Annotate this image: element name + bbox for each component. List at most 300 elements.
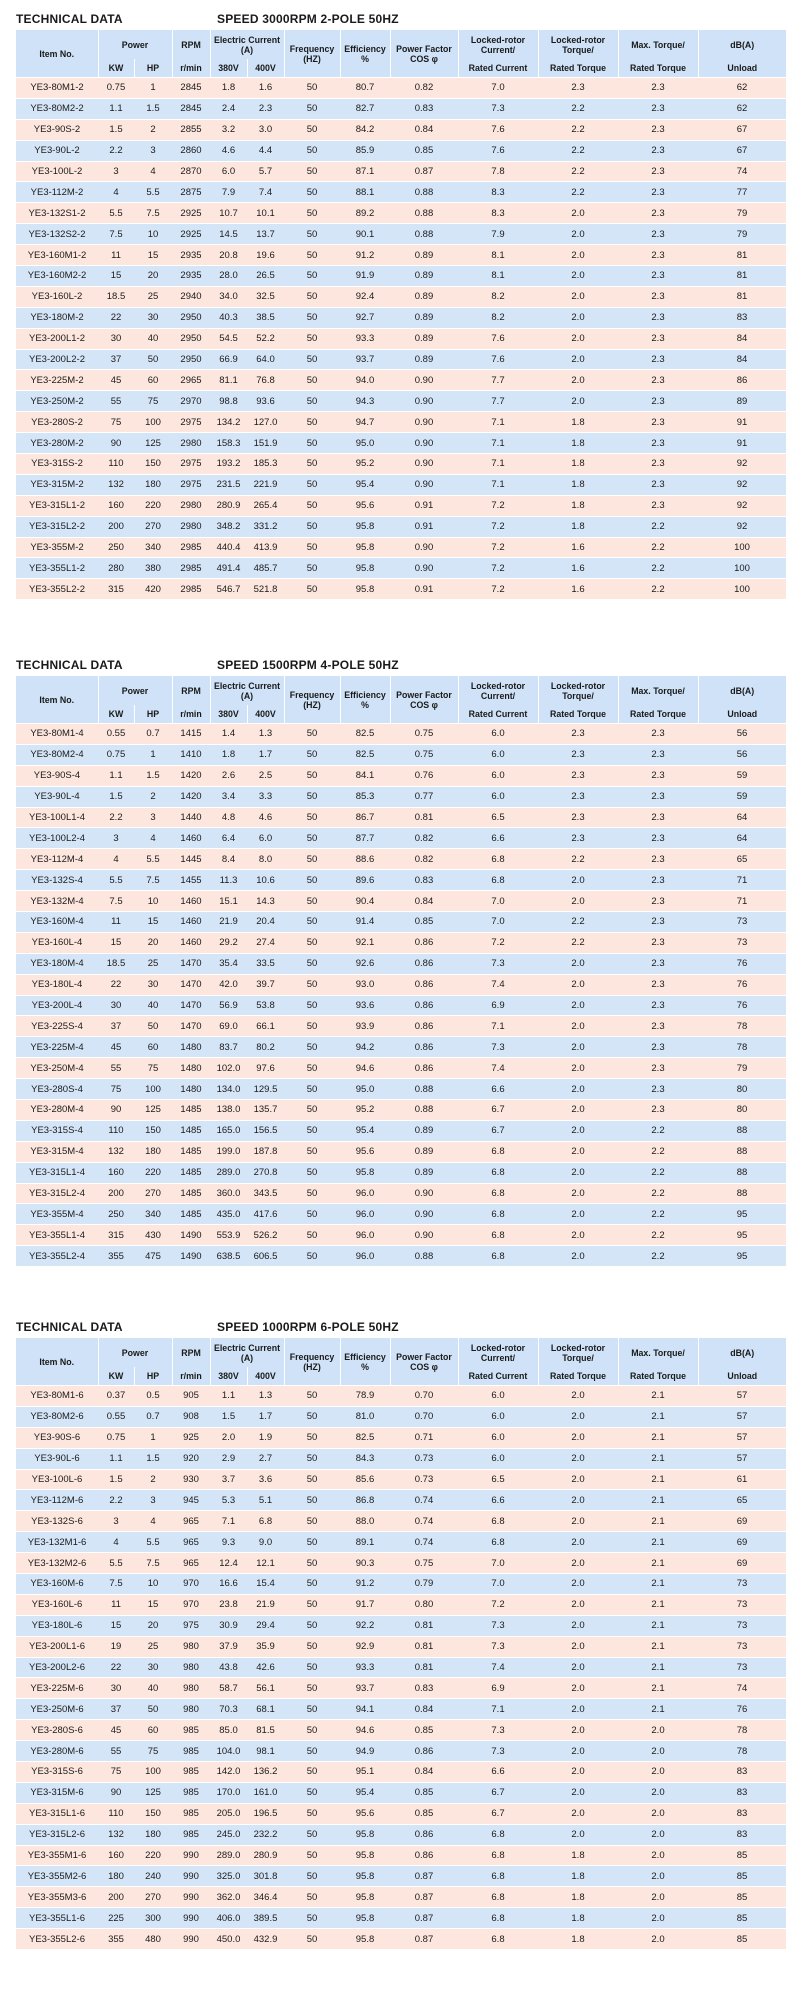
cell-item-no: YE3-225S-4 [16, 1016, 98, 1037]
cell-item-no: YE3-80M2-6 [16, 1406, 98, 1427]
header-lr-current: Locked-rotor Current/ [458, 1338, 538, 1367]
cell-locked-rotor-current: 7.1 [458, 1016, 538, 1037]
cell-power-factor: 0.84 [390, 119, 458, 140]
cell-current-400v: 64.0 [247, 349, 284, 370]
cell-power-factor: 0.88 [390, 1079, 458, 1100]
cell-locked-rotor-torque: 1.8 [538, 1845, 618, 1866]
cell-max-torque: 2.3 [618, 932, 698, 953]
cell-noise-dba: 100 [698, 579, 786, 599]
cell-current-400v: 5.1 [247, 1490, 284, 1511]
cell-efficiency: 92.4 [340, 286, 390, 307]
cell-locked-rotor-current: 7.6 [458, 328, 538, 349]
header-rated-current: Rated Current [458, 1367, 538, 1386]
cell-noise-dba: 73 [698, 912, 786, 933]
cell-rpm: 2860 [172, 140, 210, 161]
cell-current-400v: 32.5 [247, 286, 284, 307]
cell-current-380v: 158.3 [210, 433, 247, 454]
cell-efficiency: 92.1 [340, 932, 390, 953]
technical-data-table [16, 1338, 786, 1949]
cell-noise-dba: 79 [698, 1058, 786, 1079]
section-title [16, 654, 786, 676]
cell-power-hp: 100 [134, 412, 172, 433]
table-row [16, 724, 786, 745]
cell-power-kw: 30 [98, 1678, 134, 1699]
cell-frequency: 50 [284, 974, 340, 995]
cell-noise-dba: 92 [698, 474, 786, 495]
table-row [16, 1016, 786, 1037]
cell-current-400v: 3.6 [247, 1469, 284, 1490]
cell-noise-dba: 73 [698, 1594, 786, 1615]
table-row [16, 516, 786, 537]
header-efficiency: Efficiency % [340, 676, 390, 724]
cell-current-400v: 1.3 [247, 724, 284, 745]
cell-power-kw: 315 [98, 579, 134, 599]
cell-noise-dba: 78 [698, 1741, 786, 1762]
cell-max-torque: 2.0 [618, 1845, 698, 1866]
cell-item-no: YE3-315M-4 [16, 1141, 98, 1162]
cell-efficiency: 95.4 [340, 1782, 390, 1803]
cell-power-factor: 0.74 [390, 1490, 458, 1511]
table-row [16, 786, 786, 807]
cell-frequency: 50 [284, 454, 340, 475]
cell-efficiency: 94.9 [340, 1741, 390, 1762]
cell-power-kw: 3 [98, 161, 134, 182]
cell-locked-rotor-current: 7.1 [458, 454, 538, 475]
cell-locked-rotor-current: 6.8 [458, 1225, 538, 1246]
cell-power-factor: 0.71 [390, 1427, 458, 1448]
cell-max-torque: 2.3 [618, 953, 698, 974]
cell-rpm: 1485 [172, 1120, 210, 1141]
cell-efficiency: 95.8 [340, 558, 390, 579]
cell-locked-rotor-current: 6.8 [458, 1162, 538, 1183]
cell-power-kw: 5.5 [98, 203, 134, 224]
table-row [16, 1162, 786, 1183]
cell-power-kw: 37 [98, 1699, 134, 1720]
cell-efficiency: 95.8 [340, 1887, 390, 1908]
cell-current-400v: 13.7 [247, 224, 284, 245]
cell-power-kw: 0.75 [98, 1427, 134, 1448]
table-row [16, 765, 786, 786]
cell-efficiency: 89.2 [340, 203, 390, 224]
cell-rpm: 1460 [172, 932, 210, 953]
cell-efficiency: 78.9 [340, 1386, 390, 1407]
cell-locked-rotor-torque: 2.0 [538, 1615, 618, 1636]
cell-power-hp: 3 [134, 807, 172, 828]
cell-current-400v: 127.0 [247, 412, 284, 433]
cell-power-factor: 0.87 [390, 1908, 458, 1929]
cell-power-hp: 4 [134, 828, 172, 849]
cell-current-380v: 3.7 [210, 1469, 247, 1490]
cell-efficiency: 95.8 [340, 1824, 390, 1845]
cell-noise-dba: 89 [698, 391, 786, 412]
cell-max-torque: 2.3 [618, 891, 698, 912]
cell-power-factor: 0.88 [390, 203, 458, 224]
cell-power-kw: 45 [98, 1720, 134, 1741]
cell-frequency: 50 [284, 537, 340, 558]
cell-power-hp: 10 [134, 891, 172, 912]
cell-power-hp: 270 [134, 1183, 172, 1204]
cell-item-no: YE3-160L-2 [16, 286, 98, 307]
cell-power-factor: 0.90 [390, 537, 458, 558]
cell-locked-rotor-torque: 2.2 [538, 912, 618, 933]
cell-power-hp: 3 [134, 140, 172, 161]
cell-power-hp: 1.5 [134, 765, 172, 786]
cell-current-380v: 193.2 [210, 454, 247, 475]
cell-max-torque: 2.2 [618, 1162, 698, 1183]
cell-noise-dba: 83 [698, 1803, 786, 1824]
cell-noise-dba: 92 [698, 495, 786, 516]
header-400v: 400V [247, 705, 284, 724]
header-400v: 400V [247, 1367, 284, 1386]
table-row [16, 1079, 786, 1100]
cell-power-kw: 2.2 [98, 140, 134, 161]
cell-rpm: 2855 [172, 119, 210, 140]
cell-locked-rotor-current: 7.0 [458, 1574, 538, 1595]
table-row [16, 807, 786, 828]
technical-data-section [16, 8, 786, 599]
cell-efficiency: 94.0 [340, 370, 390, 391]
cell-power-factor: 0.90 [390, 433, 458, 454]
cell-item-no: YE3-315L2-2 [16, 516, 98, 537]
cell-efficiency: 96.0 [340, 1183, 390, 1204]
cell-item-no: YE3-250M-4 [16, 1058, 98, 1079]
cell-noise-dba: 69 [698, 1532, 786, 1553]
cell-max-torque: 2.1 [618, 1699, 698, 1720]
cell-power-factor: 0.81 [390, 1657, 458, 1678]
cell-power-hp: 5.5 [134, 849, 172, 870]
cell-current-400v: 97.6 [247, 1058, 284, 1079]
cell-locked-rotor-current: 6.0 [458, 1448, 538, 1469]
cell-power-hp: 15 [134, 245, 172, 266]
cell-efficiency: 82.5 [340, 724, 390, 745]
cell-current-380v: 1.8 [210, 78, 247, 99]
cell-power-factor: 0.80 [390, 1594, 458, 1615]
cell-current-400v: 26.5 [247, 266, 284, 287]
cell-locked-rotor-current: 7.3 [458, 1636, 538, 1657]
cell-frequency: 50 [284, 1636, 340, 1657]
cell-current-380v: 7.1 [210, 1511, 247, 1532]
cell-rpm: 985 [172, 1803, 210, 1824]
cell-power-factor: 0.90 [390, 412, 458, 433]
cell-locked-rotor-torque: 1.8 [538, 1929, 618, 1949]
cell-locked-rotor-current: 7.3 [458, 1741, 538, 1762]
cell-current-380v: 142.0 [210, 1762, 247, 1783]
cell-efficiency: 90.1 [340, 224, 390, 245]
cell-power-kw: 18.5 [98, 286, 134, 307]
cell-locked-rotor-torque: 2.0 [538, 1490, 618, 1511]
table-row [16, 1120, 786, 1141]
cell-rpm: 965 [172, 1553, 210, 1574]
cell-efficiency: 90.4 [340, 891, 390, 912]
header-rated-torque-max: Rated Torque [618, 59, 698, 78]
cell-item-no: YE3-315S-6 [16, 1762, 98, 1783]
cell-efficiency: 94.2 [340, 1037, 390, 1058]
table-row [16, 1037, 786, 1058]
cell-locked-rotor-current: 6.8 [458, 1246, 538, 1266]
table-row [16, 1866, 786, 1887]
section-title-left: TECHNICAL DATA [16, 1320, 123, 1334]
cell-locked-rotor-torque: 2.3 [538, 724, 618, 745]
cell-current-400v: 2.3 [247, 98, 284, 119]
section-title-left: TECHNICAL DATA [16, 12, 123, 26]
cell-rpm: 908 [172, 1406, 210, 1427]
cell-noise-dba: 95 [698, 1246, 786, 1266]
section-title [16, 1316, 786, 1338]
cell-frequency: 50 [284, 78, 340, 99]
cell-frequency: 50 [284, 1427, 340, 1448]
cell-current-380v: 102.0 [210, 1058, 247, 1079]
cell-power-kw: 45 [98, 1037, 134, 1058]
table-row [16, 744, 786, 765]
cell-max-torque: 2.3 [618, 474, 698, 495]
cell-frequency: 50 [284, 266, 340, 287]
header-power: Power [98, 676, 172, 705]
cell-power-hp: 7.5 [134, 1553, 172, 1574]
cell-power-kw: 4 [98, 1532, 134, 1553]
header-efficiency: Efficiency % [340, 1338, 390, 1386]
cell-rpm: 1410 [172, 744, 210, 765]
cell-item-no: YE3-100L-2 [16, 161, 98, 182]
cell-power-hp: 125 [134, 1782, 172, 1803]
cell-current-400v: 35.9 [247, 1636, 284, 1657]
cell-current-380v: 1.4 [210, 724, 247, 745]
cell-power-factor: 0.86 [390, 1037, 458, 1058]
cell-frequency: 50 [284, 495, 340, 516]
cell-noise-dba: 77 [698, 182, 786, 203]
header-power-factor: Power Factor COS φ [390, 676, 458, 724]
cell-power-hp: 15 [134, 1594, 172, 1615]
cell-power-hp: 240 [134, 1866, 172, 1887]
cell-efficiency: 84.2 [340, 119, 390, 140]
table-row [16, 912, 786, 933]
cell-efficiency: 95.8 [340, 1929, 390, 1949]
cell-efficiency: 91.9 [340, 266, 390, 287]
table-row [16, 1908, 786, 1929]
cell-current-380v: 40.3 [210, 307, 247, 328]
cell-locked-rotor-current: 7.6 [458, 119, 538, 140]
cell-power-kw: 1.1 [98, 765, 134, 786]
table-row [16, 1678, 786, 1699]
cell-max-torque: 2.3 [618, 912, 698, 933]
cell-locked-rotor-current: 7.7 [458, 391, 538, 412]
cell-efficiency: 92.9 [340, 1636, 390, 1657]
cell-rpm: 1470 [172, 995, 210, 1016]
header-max-torque: Max. Torque/ [618, 676, 698, 705]
cell-max-torque: 2.3 [618, 849, 698, 870]
cell-power-factor: 0.85 [390, 140, 458, 161]
cell-power-factor: 0.88 [390, 182, 458, 203]
header-current: Electric Current (A) [210, 30, 284, 59]
cell-power-hp: 7.5 [134, 203, 172, 224]
header-frequency: Frequency (HZ) [284, 30, 340, 78]
cell-power-hp: 100 [134, 1079, 172, 1100]
cell-frequency: 50 [284, 1448, 340, 1469]
cell-max-torque: 2.1 [618, 1406, 698, 1427]
cell-power-kw: 22 [98, 1657, 134, 1678]
cell-efficiency: 84.1 [340, 765, 390, 786]
cell-power-kw: 4 [98, 849, 134, 870]
cell-locked-rotor-torque: 2.3 [538, 807, 618, 828]
cell-locked-rotor-current: 7.0 [458, 1553, 538, 1574]
cell-locked-rotor-current: 7.7 [458, 370, 538, 391]
table-row [16, 1929, 786, 1949]
cell-current-400v: 156.5 [247, 1120, 284, 1141]
cell-power-factor: 0.86 [390, 1741, 458, 1762]
cell-item-no: YE3-315L1-6 [16, 1803, 98, 1824]
cell-item-no: YE3-355L2-2 [16, 579, 98, 599]
header-rated-torque: Rated Torque [538, 705, 618, 724]
cell-max-torque: 2.3 [618, 495, 698, 516]
cell-max-torque: 2.3 [618, 182, 698, 203]
cell-efficiency: 95.6 [340, 1141, 390, 1162]
cell-max-torque: 2.3 [618, 370, 698, 391]
cell-current-380v: 2.9 [210, 1448, 247, 1469]
cell-power-hp: 1.5 [134, 1448, 172, 1469]
cell-efficiency: 82.7 [340, 98, 390, 119]
cell-rpm: 1445 [172, 849, 210, 870]
cell-frequency: 50 [284, 828, 340, 849]
cell-item-no: YE3-180L-6 [16, 1615, 98, 1636]
cell-locked-rotor-current: 8.3 [458, 182, 538, 203]
cell-power-kw: 7.5 [98, 224, 134, 245]
cell-current-400v: 53.8 [247, 995, 284, 1016]
cell-rpm: 2925 [172, 203, 210, 224]
cell-current-380v: 83.7 [210, 1037, 247, 1058]
cell-power-kw: 0.75 [98, 744, 134, 765]
cell-power-kw: 160 [98, 1162, 134, 1183]
cell-locked-rotor-current: 6.5 [458, 807, 538, 828]
cell-efficiency: 95.0 [340, 1079, 390, 1100]
cell-current-400v: 1.9 [247, 1427, 284, 1448]
table-row [16, 1574, 786, 1595]
cell-current-400v: 265.4 [247, 495, 284, 516]
cell-item-no: YE3-315L1-4 [16, 1162, 98, 1183]
cell-efficiency: 95.1 [340, 1762, 390, 1783]
cell-max-torque: 2.3 [618, 807, 698, 828]
cell-rpm: 970 [172, 1594, 210, 1615]
cell-current-400v: 19.6 [247, 245, 284, 266]
cell-frequency: 50 [284, 307, 340, 328]
cell-rpm: 2980 [172, 495, 210, 516]
cell-efficiency: 87.7 [340, 828, 390, 849]
cell-power-hp: 5.5 [134, 182, 172, 203]
cell-locked-rotor-current: 6.8 [458, 1204, 538, 1225]
cell-locked-rotor-current: 6.6 [458, 1490, 538, 1511]
cell-rpm: 945 [172, 1490, 210, 1511]
cell-power-hp: 430 [134, 1225, 172, 1246]
cell-locked-rotor-current: 7.2 [458, 516, 538, 537]
cell-frequency: 50 [284, 1183, 340, 1204]
cell-power-hp: 60 [134, 1720, 172, 1741]
cell-power-kw: 18.5 [98, 953, 134, 974]
cell-locked-rotor-torque: 2.0 [538, 1120, 618, 1141]
cell-max-torque: 2.3 [618, 140, 698, 161]
cell-locked-rotor-torque: 2.0 [538, 1037, 618, 1058]
cell-current-380v: 6.4 [210, 828, 247, 849]
cell-power-hp: 20 [134, 932, 172, 953]
cell-rpm: 990 [172, 1929, 210, 1949]
cell-rpm: 2935 [172, 266, 210, 287]
cell-current-380v: 14.5 [210, 224, 247, 245]
section-title [16, 8, 786, 30]
cell-power-hp: 380 [134, 558, 172, 579]
cell-current-380v: 42.0 [210, 974, 247, 995]
cell-frequency: 50 [284, 1762, 340, 1783]
cell-frequency: 50 [284, 786, 340, 807]
cell-efficiency: 92.7 [340, 307, 390, 328]
cell-frequency: 50 [284, 1406, 340, 1427]
cell-power-kw: 250 [98, 537, 134, 558]
cell-power-kw: 90 [98, 1782, 134, 1803]
cell-power-kw: 1.1 [98, 1448, 134, 1469]
cell-rpm: 1490 [172, 1246, 210, 1266]
cell-noise-dba: 83 [698, 1762, 786, 1783]
cell-current-400v: 1.6 [247, 78, 284, 99]
cell-rpm: 1485 [172, 1100, 210, 1121]
cell-power-hp: 25 [134, 953, 172, 974]
cell-current-380v: 30.9 [210, 1615, 247, 1636]
cell-locked-rotor-torque: 1.8 [538, 516, 618, 537]
cell-noise-dba: 85 [698, 1866, 786, 1887]
cell-current-400v: 2.5 [247, 765, 284, 786]
cell-locked-rotor-current: 7.3 [458, 1615, 538, 1636]
cell-power-hp: 15 [134, 912, 172, 933]
cell-power-kw: 355 [98, 1246, 134, 1266]
header-rmin: r/min [172, 59, 210, 78]
cell-locked-rotor-torque: 1.8 [538, 474, 618, 495]
cell-rpm: 1485 [172, 1204, 210, 1225]
cell-current-380v: 56.9 [210, 995, 247, 1016]
table-row [16, 1845, 786, 1866]
cell-power-kw: 37 [98, 349, 134, 370]
cell-rpm: 2950 [172, 328, 210, 349]
cell-frequency: 50 [284, 1741, 340, 1762]
cell-locked-rotor-current: 7.1 [458, 474, 538, 495]
cell-rpm: 985 [172, 1741, 210, 1762]
cell-locked-rotor-torque: 2.0 [538, 1079, 618, 1100]
cell-current-400v: 432.9 [247, 1929, 284, 1949]
table-row [16, 1511, 786, 1532]
cell-locked-rotor-torque: 2.0 [538, 328, 618, 349]
cell-noise-dba: 92 [698, 516, 786, 537]
cell-item-no: YE3-280M-4 [16, 1100, 98, 1121]
header-efficiency: Efficiency % [340, 30, 390, 78]
cell-power-factor: 0.91 [390, 516, 458, 537]
header-rpm: RPM [172, 1338, 210, 1367]
technical-data-table [16, 676, 786, 1266]
cell-locked-rotor-current: 6.8 [458, 1824, 538, 1845]
cell-frequency: 50 [284, 1016, 340, 1037]
cell-current-400v: 68.1 [247, 1699, 284, 1720]
cell-frequency: 50 [284, 1574, 340, 1595]
cell-rpm: 2975 [172, 454, 210, 475]
cell-power-factor: 0.85 [390, 1782, 458, 1803]
cell-power-kw: 30 [98, 995, 134, 1016]
cell-item-no: YE3-132S2-2 [16, 224, 98, 245]
cell-locked-rotor-current: 7.2 [458, 579, 538, 599]
cell-power-kw: 7.5 [98, 891, 134, 912]
header-rpm: RPM [172, 676, 210, 705]
table-row [16, 537, 786, 558]
cell-item-no: YE3-90S-2 [16, 119, 98, 140]
cell-power-kw: 132 [98, 474, 134, 495]
cell-power-hp: 1.5 [134, 98, 172, 119]
cell-item-no: YE3-355M-4 [16, 1204, 98, 1225]
cell-noise-dba: 78 [698, 1016, 786, 1037]
cell-noise-dba: 56 [698, 744, 786, 765]
cell-locked-rotor-current: 6.5 [458, 1469, 538, 1490]
cell-frequency: 50 [284, 849, 340, 870]
